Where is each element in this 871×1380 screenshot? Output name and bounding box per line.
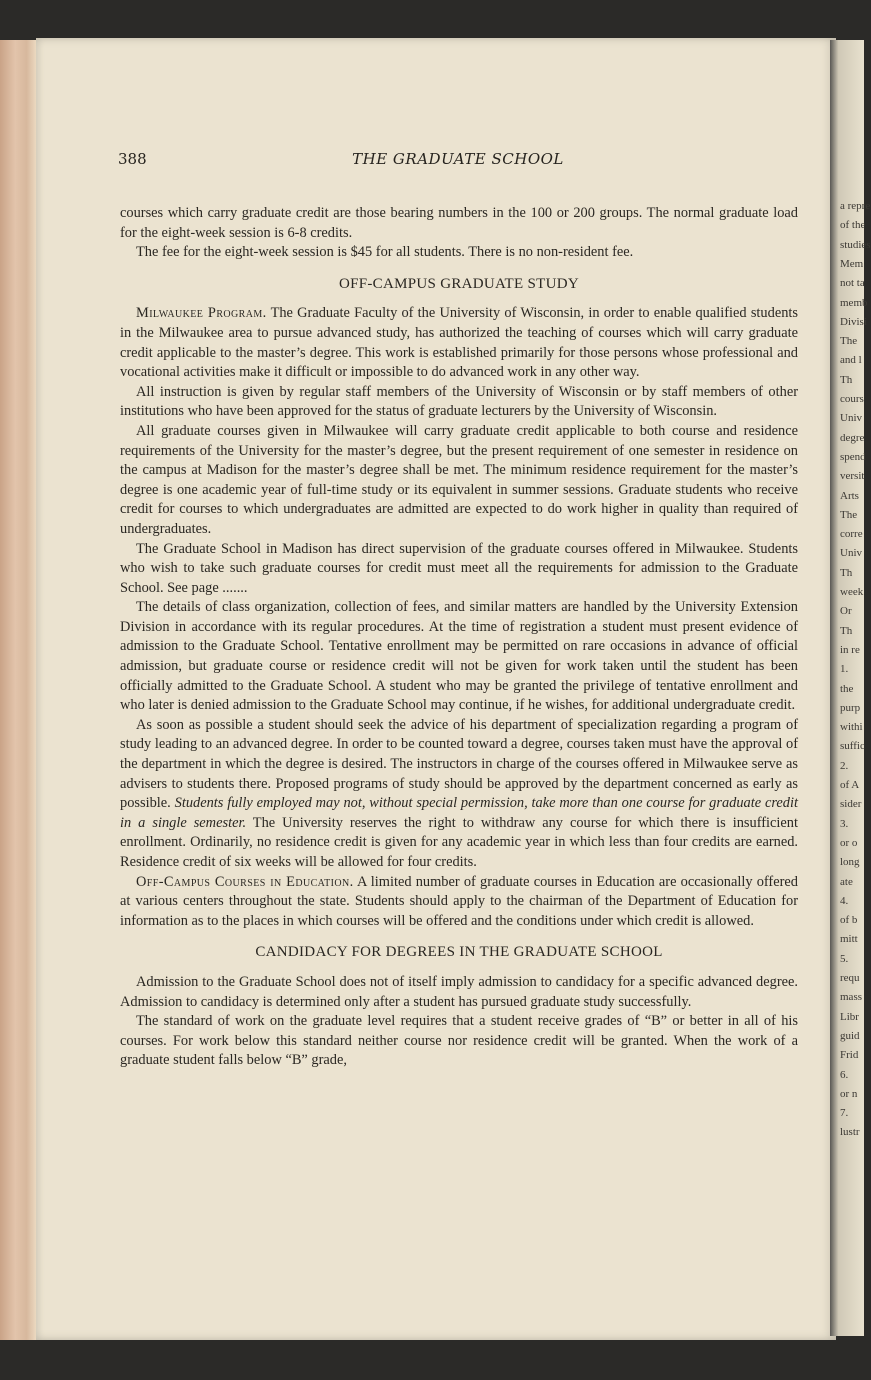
facing-page-fragment: 1. [840, 663, 849, 676]
section-heading-candidacy: CANDIDACY FOR DEGREES IN THE GRADUATE SCHOOL [255, 944, 663, 961]
facing-page-fragment: Divisi [840, 315, 867, 328]
facing-page-fragment: 3. [840, 817, 849, 830]
facing-page-fragment: corre [840, 528, 863, 541]
facing-page-fragment: Th [840, 373, 853, 386]
advice-italic: Students fully employed may not, without special permission, take more than one course for graduate credit in a single semester. [120, 795, 798, 831]
facing-page-fragment: not ta [840, 277, 865, 290]
facing-page-fragment: or o [840, 836, 858, 849]
facing-page-fragment: long [840, 856, 860, 869]
facing-page-fragment: sider [840, 798, 862, 811]
facing-page-edge [830, 40, 871, 1336]
facing-page-fragment: 7. [840, 1107, 849, 1120]
facing-page-fragment: week [840, 586, 864, 598]
facing-page-fragment: mass [840, 991, 862, 1004]
advice-text-b: The University reserves the right to withdraw any course for which there is insufficient enrollment. Ordinarily, no residence credit is given for any academic year in which less than four credits are earned. Residence credit of six weeks will be allowed for four credits. [120, 814, 798, 870]
paragraph-education-courses [120, 873, 798, 932]
facing-page-fragment: spend [840, 450, 866, 463]
page-body [120, 204, 798, 1071]
facing-page-fragment: Libr [840, 1010, 859, 1023]
facing-page-fragment: the [840, 682, 854, 695]
facing-page-fragment: lustr [840, 1126, 860, 1139]
page-number: 388 [118, 150, 147, 168]
facing-page-fragment: 2. [840, 759, 849, 772]
milwaukee-program-text: The Graduate Faculty of the University of Wisconsin, in order to enable qualified students in the Milwaukee area to pursue advanced study, has authorized the teaching of courses which will carry graduate credit applicable to the master’s degree. This work is established primarily for those persons whose professional and vocational activities make it difficult or impossible to do advanced work in any other way. [120, 305, 799, 381]
facing-page-fragment: Th [840, 566, 853, 579]
facing-page-fragment: Th [840, 624, 853, 637]
paragraph-admission: Admission to the Graduate School does not of itself imply admission to candidacy for a specific advanced degree. Admission to candidacy is determined only after a student has pursued graduate study successfully. [120, 973, 798, 1010]
facing-page-fragment: mitt [840, 933, 858, 946]
facing-page-fragment: of the [840, 219, 866, 232]
section-heading-off-campus: OFF-CAMPUS GRADUATE STUDY [338, 275, 580, 292]
facing-page-fragment: degre [840, 431, 865, 444]
facing-page-fragment: in re [840, 643, 860, 656]
paragraph-residence: All graduate courses given in Milwaukee will carry graduate credit applicable to both course and residence requirements of the University for the master’s degree, but the present requirement of one semester in residence on the campus at Madison for the master’s degree shall be met. The minimum residence requirement for the master’s degree is one academic year of full-time study or its equivalent in summer sessions. Graduate students who receive credit for courses to which undergraduates are admitted are expected to do work higher in quality than required of undergraduates. [120, 422, 798, 537]
facing-page-fragment: requ [840, 972, 860, 984]
paragraph-instruction: All instruction is given by regular staff members of the University of Wisconsin or by staff members of other institutions who have been approved for the status of graduate lecturers by the University of Wisconsin. [120, 383, 798, 420]
running-title: THE GRADUATE SCHOOL [352, 150, 564, 168]
paragraph-advice [120, 716, 798, 873]
facing-page-fragment: a repre [840, 200, 871, 212]
facing-page-fragment: and l [840, 354, 862, 367]
facing-page-fragment: or n [840, 1087, 858, 1100]
facing-page-fragment: studies [840, 238, 871, 251]
facing-page-fragment: Univ [840, 412, 862, 425]
facing-page-fragment: cours [840, 393, 864, 405]
facing-page-fragment: The [840, 508, 858, 521]
facing-page-fragment: guid [840, 1029, 860, 1042]
facing-page-fragment: withi [840, 721, 863, 734]
facing-page-fragment: Arts [840, 489, 859, 502]
paragraph-intro: courses which carry graduate credit are those bearing numbers in the 100 or 200 groups. The normal graduate load for the eight-week session is 6-8 credits. [120, 205, 798, 241]
education-courses-text: A limited number of graduate courses in Education are occasionally offered at various centers throughout the state. Students should apply to the chairman of the Department of Education for information as to the places in which courses will be offered and the conditions under which credit is allowed. [120, 873, 798, 929]
facing-page-fragment: 4. [840, 894, 849, 907]
facing-page-fragment: memb [840, 296, 868, 309]
paragraph-milwaukee-program [120, 304, 798, 382]
facing-page-fragment: suffic [840, 740, 865, 753]
facing-page-fragment: Or [840, 605, 852, 618]
education-courses-lead: Off-Campus Courses in Education. [136, 873, 354, 890]
paragraph-fee: The fee for the eight-week session is $45 for all students. There is no non-resident fee. [136, 244, 634, 261]
facing-page-fragment: of b [840, 914, 858, 927]
facing-page-fragment: The [840, 335, 858, 348]
page-header [118, 150, 798, 172]
paragraph-class-organization: The details of class organization, collection of fees, and similar matters are handled by the University Extension Division in accordance with its regular procedures. At the time of registration a student must present evidence of admission to the Graduate School. Tentative enrollment may be permitted on rare occasions in advance of official admission, but graduate course or residence credit will not be given for work taken until the student has been officially admitted to the Graduate School. A student who may be granted the privilege of tentative enrollment and who later is denied admission to the Graduate School may continue, if he wishes, for additional undergraduate credit. [120, 599, 798, 714]
facing-page-fragment: of A [840, 779, 860, 791]
facing-page-fragment: Univ [840, 547, 862, 560]
facing-page-fragment: Mem [840, 257, 864, 270]
advice-text-a: As soon as possible a student should seek the advice of his department of specialization regarding a program of study leading to an advanced degree. In order to be counted toward a degree, courses taken must have the approval of the department in which the degree is desired. The instructors in charge of the courses offered in Milwaukee serve as advisers to students there. Proposed programs of study should be approved by the department concerned as early as possible. [120, 716, 798, 812]
paragraph-supervision: The Graduate School in Madison has direct supervision of the graduate courses offered in Milwaukee. Students who wish to take such graduate courses for credit must meet all the requirements for admission to the Graduate School. See page ....... [120, 540, 798, 596]
facing-page-fragment: 6. [840, 1068, 849, 1081]
paragraph-standard: The standard of work on the graduate level requires that a student receive grades of “B” or better in all of his courses. For work below this standard neither course nor residence credit will be granted. When the work of a graduate student falls below “B” grade, [120, 1013, 798, 1069]
facing-page-fragment: 5. [840, 952, 849, 965]
facing-page-fragment: ate [840, 875, 853, 888]
facing-page-fragment: Frid [840, 1049, 859, 1062]
milwaukee-program-lead: Milwaukee Program. [136, 305, 267, 322]
book-edge-left [0, 40, 38, 1340]
facing-page-fragment: versit [840, 470, 865, 483]
facing-page-fragment: purp [840, 701, 861, 714]
